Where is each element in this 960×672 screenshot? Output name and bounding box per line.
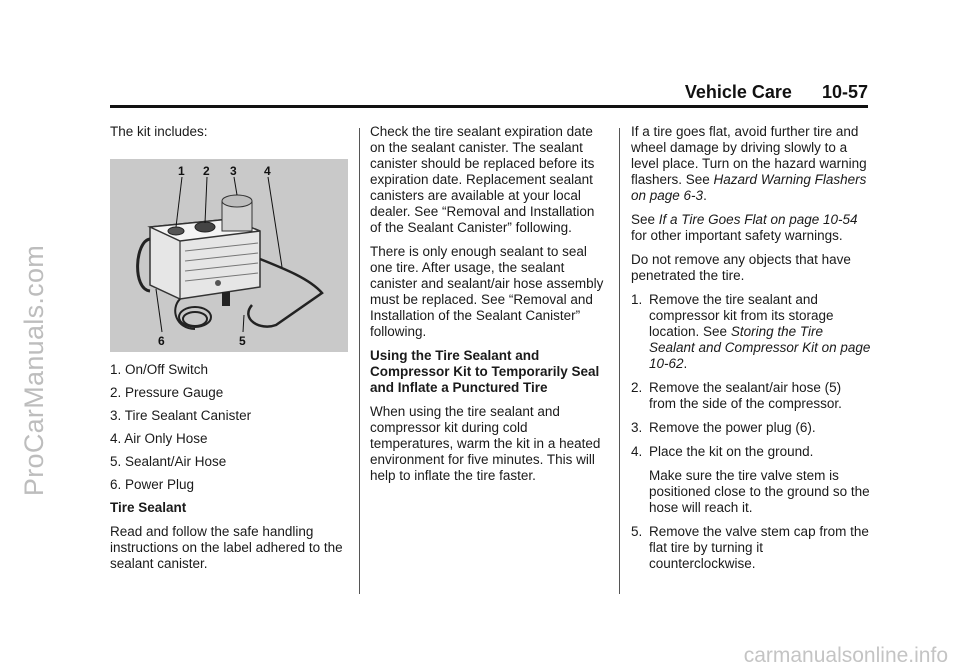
callout-2: 2	[203, 164, 210, 178]
column-divider-1	[359, 128, 360, 594]
step-1-text: Remove the tire sealant and compressor kit from its storage location. See	[649, 292, 834, 339]
list-item: 4. Air Only Hose	[110, 431, 208, 446]
callout-6: 6	[158, 334, 165, 348]
expiration-paragraph: Check the tire sealant expiration date on the sealant canister. The sealant canister should be replaced before its expiration date. Replacement sealant canisters are available at your local dealer. See “Removal and Installation of the Sealant Canister” following.	[370, 124, 595, 235]
callout-5: 5	[239, 334, 246, 348]
step-5	[631, 524, 871, 572]
step-number: 5.	[631, 524, 643, 539]
column-divider-2	[619, 128, 620, 594]
callout-3: 3	[230, 164, 237, 178]
step-text: Place the kit on the ground.	[649, 444, 814, 459]
step-1	[631, 292, 871, 372]
kit-intro: The kit includes:	[110, 124, 208, 139]
step-text: Remove the power plug (6).	[649, 420, 816, 435]
tire-sealant-heading: Tire Sealant	[110, 500, 187, 515]
safety-text: for other important safety warnings.	[631, 228, 843, 243]
sealant-amount-paragraph: There is only enough sealant to seal one tire. After usage, the sealant canister and sealant/air hose assembly must be replaced. See “Removal and Installation of the Sealant Canister” following.	[370, 244, 604, 339]
list-item: 2. Pressure Gauge	[110, 385, 224, 400]
flat-tire-paragraph	[631, 124, 871, 204]
column-3	[631, 124, 871, 580]
step-text: Remove the valve stem cap from the flat tire by turning it counterclockwise.	[649, 524, 869, 571]
list-item: 3. Tire Sealant Canister	[110, 408, 252, 423]
flat-tire-end: .	[703, 188, 707, 203]
list-item: 6. Power Plug	[110, 477, 195, 492]
page-header	[110, 78, 868, 106]
cold-temperature-paragraph: When using the tire sealant and compressor kit during cold temperatures, warm the kit in a heated environment for five minutes. This will help to inflate the tire faster.	[370, 404, 601, 483]
step-3	[631, 420, 871, 436]
tire-flat-link[interactable]: If a Tire Goes Flat on page 10-54	[658, 212, 858, 227]
step-2	[631, 380, 871, 412]
header-rule	[110, 105, 868, 108]
safety-pre: See	[631, 212, 659, 227]
section-title: Vehicle Care	[684, 82, 792, 102]
flat-tire-text: If a tire goes flat, avoid further tire and wheel damage by driving slowly to a level place. Turn on the hazard warning flashers. See	[631, 124, 867, 187]
page-number: 10-57	[821, 82, 868, 102]
step-text: Remove the sealant/air hose (5) from the side of the compressor.	[649, 380, 842, 411]
footer-watermark: carmanualsonline.info	[743, 644, 948, 667]
step-4-note: Make sure the tire valve stem is positioned close to the ground so the hose will reach it.	[649, 468, 870, 515]
step-4	[631, 444, 871, 460]
step-number: 4.	[631, 444, 643, 459]
hazard-flashers-link[interactable]: Hazard Warning Flashers on page 6-3	[631, 172, 867, 203]
list-item: 5. Sealant/Air Hose	[110, 454, 227, 469]
step-number: 1.	[631, 292, 643, 307]
column-2	[370, 124, 608, 492]
safety-warnings-paragraph	[631, 212, 871, 244]
header-title	[685, 82, 868, 103]
step-1-end: .	[683, 356, 688, 371]
step-text	[649, 292, 871, 372]
column-1	[110, 124, 348, 580]
using-kit-heading: Using the Tire Sealant and Compressor Kit to Temporarily Seal and Inflate a Punctured Tire	[370, 348, 600, 395]
penetrated-objects-paragraph: Do not remove any objects that have penetrated the tire.	[631, 252, 851, 283]
tire-sealant-paragraph: Read and follow the safe handling instructions on the label adhered to the sealant canister.	[110, 524, 343, 571]
step-number: 2.	[631, 380, 643, 395]
step-number: 3.	[631, 420, 643, 435]
compressor-body	[138, 195, 260, 299]
list-item: 1. On/Off Switch	[110, 362, 209, 377]
side-watermark-text: ProCarManuals.com	[19, 244, 50, 496]
callout-1: 1	[178, 164, 185, 178]
kit-illustration	[110, 159, 348, 352]
side-watermark	[10, 90, 60, 650]
kit-drawing	[110, 159, 348, 352]
storing-kit-link[interactable]: Storing the Tire Sealant and Compressor Kit on page 10-62	[649, 324, 871, 371]
callout-4: 4	[264, 164, 271, 178]
